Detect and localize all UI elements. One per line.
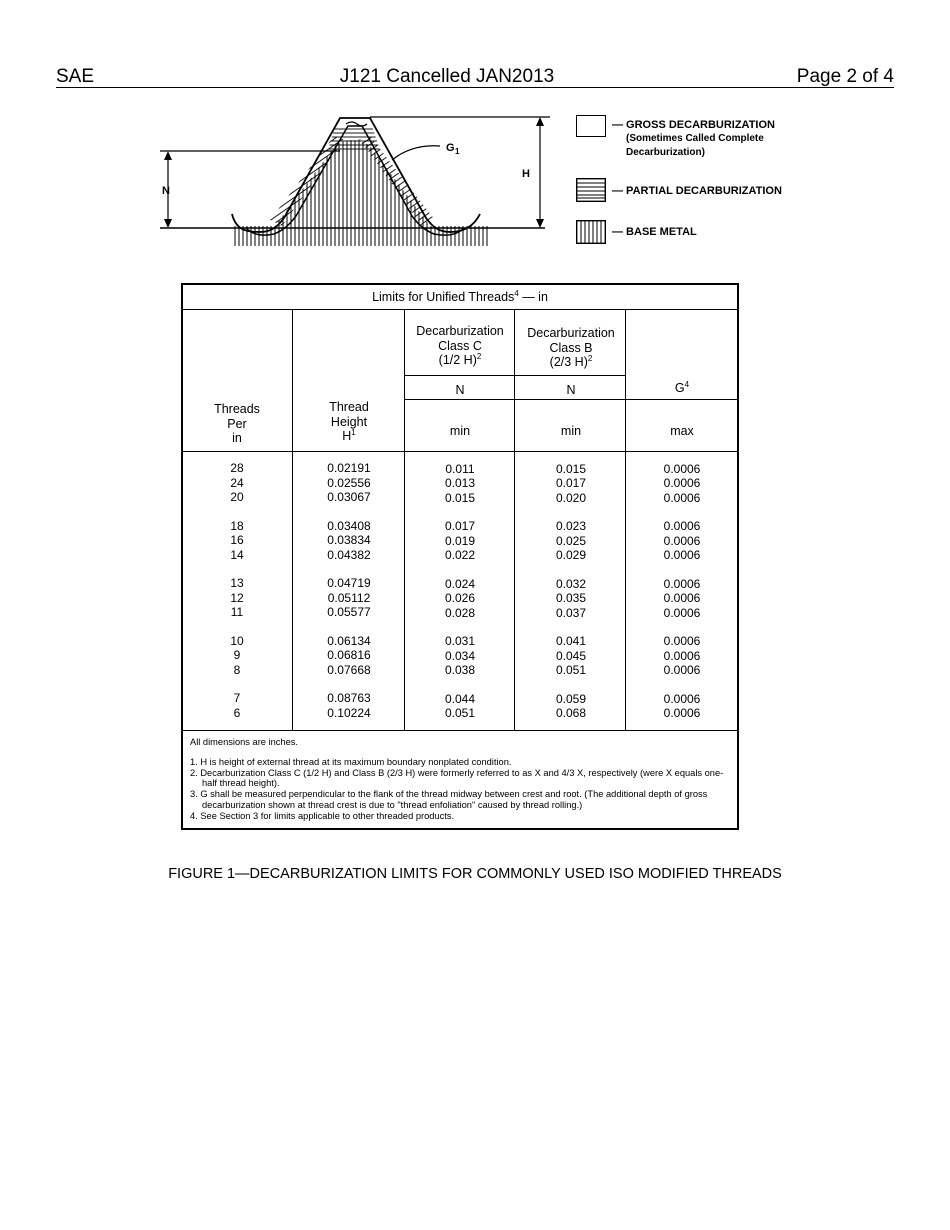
col-header-height: Thread Height $H^1$	[329, 400, 369, 443]
cell-class-b: 0.017	[555, 476, 587, 490]
cell-g: 0.0006	[663, 648, 701, 663]
cell-class-c: 0.015	[444, 490, 476, 505]
cell-height: 0.05577	[327, 605, 371, 619]
header-center: J121 Cancelled JAN2013	[339, 66, 555, 87]
table-title	[182, 290, 738, 305]
legend-swatch-empty	[576, 115, 606, 137]
note-3: 3. G shall be measured perpendicular to the flank of the thread midway between crest and root. (The additional depth of gross decarburization shown at thread crest is due to "thread enfoliation" caused by thread rolling.)	[190, 789, 708, 810]
label-g-sub: 1	[455, 147, 460, 156]
cell-class-c: 0.031	[444, 634, 476, 648]
cell-class-b: 0.051	[555, 663, 587, 677]
col-c-min: min	[449, 424, 471, 438]
cell-class-c: 0.022	[444, 548, 476, 562]
cell-tpi: 16	[230, 533, 244, 547]
cell-height: 0.02191	[327, 461, 371, 475]
cell-height: 0.04719	[327, 576, 371, 590]
cell-tpi: 24	[230, 475, 244, 490]
cell-tpi: 11	[230, 605, 244, 619]
cell-g: 0.0006	[663, 548, 701, 562]
label-h: H	[522, 168, 530, 180]
cell-g: 0.0006	[663, 605, 701, 620]
cell-tpi: 8	[233, 662, 241, 677]
cell-tpi: 13	[230, 576, 244, 590]
note-2: 2. Decarburization Class C (1/2 H) and Class B (2/3 H) were formerly referred to as X and 4/3 X, respectively (were X equals one-half thread height).	[190, 767, 724, 789]
table-title-suffix: — in	[518, 290, 548, 304]
label-n: N	[162, 185, 170, 197]
cell-height: 0.06134	[327, 633, 371, 648]
cell-height: 0.04382	[327, 547, 371, 562]
cell-tpi: 20	[230, 490, 244, 504]
cell-g: 0.0006	[663, 634, 701, 648]
cell-class-c: 0.044	[444, 691, 476, 706]
cell-g: 0.0006	[663, 591, 701, 605]
cell-class-b: 0.035	[555, 591, 587, 605]
cell-g: 0.0006	[663, 490, 701, 505]
col-header-threads: Threads Per in	[214, 402, 260, 445]
cell-g: 0.0006	[663, 533, 701, 548]
cell-tpi: 28	[230, 461, 244, 475]
cell-tpi: 12	[230, 590, 244, 605]
note-1: 1. H is height of external thread at its maximum boundary nonplated condition.	[190, 756, 512, 767]
cell-tpi: 6	[233, 705, 241, 720]
cell-class-b: 0.025	[555, 533, 587, 548]
col-b-n: N	[566, 383, 576, 397]
cell-g: 0.0006	[663, 706, 701, 720]
cell-tpi: 9	[233, 648, 241, 662]
legend-swatch-horizontal	[576, 178, 606, 202]
legend-gross-label: — GROSS DECARBURIZATION	[612, 119, 775, 131]
cell-class-b: 0.015	[555, 461, 587, 476]
cell-class-c: 0.034	[444, 648, 476, 663]
cell-class-b: 0.045	[555, 648, 587, 663]
cell-height: 0.07668	[327, 662, 371, 677]
table-title-text: Limits for Unified Threads	[372, 290, 515, 304]
cell-class-b: 0.037	[555, 605, 587, 620]
legend-gross-sub1: (Sometimes Called Complete	[626, 133, 764, 144]
cell-height: 0.08763	[327, 691, 371, 705]
cell-class-c: 0.024	[444, 576, 476, 591]
header-right: Page 2 of 4	[796, 66, 894, 87]
cell-g: 0.0006	[663, 519, 701, 533]
cell-class-c: 0.017	[444, 519, 476, 533]
cell-height: 0.03408	[327, 518, 371, 533]
label-g: G	[446, 142, 455, 154]
note-4: 4. See Section 3 for limits applicable to other threaded products.	[190, 810, 455, 821]
cell-height: 0.06816	[327, 648, 371, 662]
cell-tpi: 14	[230, 547, 244, 562]
cell-g: 0.0006	[663, 476, 701, 490]
cell-tpi: 18	[230, 518, 244, 533]
legend-base-label: — BASE METAL	[612, 226, 697, 238]
cell-height: 0.03067	[327, 490, 371, 504]
cell-class-b: 0.032	[555, 576, 587, 591]
legend-gross-sub2: Decarburization)	[626, 147, 705, 158]
cell-height: 0.10224	[327, 705, 371, 720]
cell-height: 0.03834	[327, 533, 371, 547]
cell-class-c: 0.011	[445, 461, 475, 476]
cell-g: 0.0006	[663, 461, 701, 476]
cell-class-c: 0.013	[444, 476, 476, 490]
cell-class-c: 0.051	[444, 706, 476, 720]
cell-class-b: 0.023	[555, 519, 587, 533]
table-notes	[190, 737, 730, 822]
cell-class-b: 0.041	[555, 634, 587, 648]
cell-class-c: 0.028	[444, 605, 476, 620]
legend-partial-label: — PARTIAL DECARBURIZATION	[612, 185, 782, 197]
cell-tpi: 10	[230, 633, 244, 648]
cell-class-b: 0.020	[555, 490, 587, 505]
cell-class-c: 0.038	[444, 663, 476, 677]
header-rule	[56, 87, 894, 88]
cell-class-b: 0.029	[555, 548, 587, 562]
table-title-sup: 4	[514, 288, 519, 298]
col-header-class-b: Decarburization Class B (2/3 H)$^2$	[527, 326, 615, 369]
thread-profile-diagram	[150, 108, 550, 258]
notes-intro: All dimensions are inches.	[190, 737, 298, 747]
cell-g: 0.0006	[663, 691, 701, 706]
cell-g: 0.0006	[663, 663, 701, 677]
col-header-class-c: Decarburization Class C (1/2 H)$^2$	[416, 324, 504, 367]
cell-g: 0.0006	[663, 576, 701, 591]
cell-class-b: 0.068	[555, 706, 587, 720]
cell-tpi: 7	[233, 691, 241, 705]
cell-class-b: 0.059	[555, 691, 587, 706]
cell-class-c: 0.026	[444, 591, 476, 605]
figure-caption: FIGURE 1—DECARBURIZATION LIMITS FOR COMMONLY USED ISO MODIFIED THREADS	[168, 866, 782, 882]
header-left: SAE	[56, 66, 95, 87]
cell-height: 0.02556	[327, 475, 371, 490]
col-c-n: N	[455, 383, 465, 397]
cell-height: 0.05112	[327, 590, 371, 605]
col-b-min: min	[560, 424, 582, 438]
legend-swatch-vertical	[576, 220, 606, 244]
cell-class-c: 0.019	[444, 533, 476, 548]
col-g-max: max	[670, 424, 694, 438]
col-header-g: $G^4$	[674, 379, 690, 395]
